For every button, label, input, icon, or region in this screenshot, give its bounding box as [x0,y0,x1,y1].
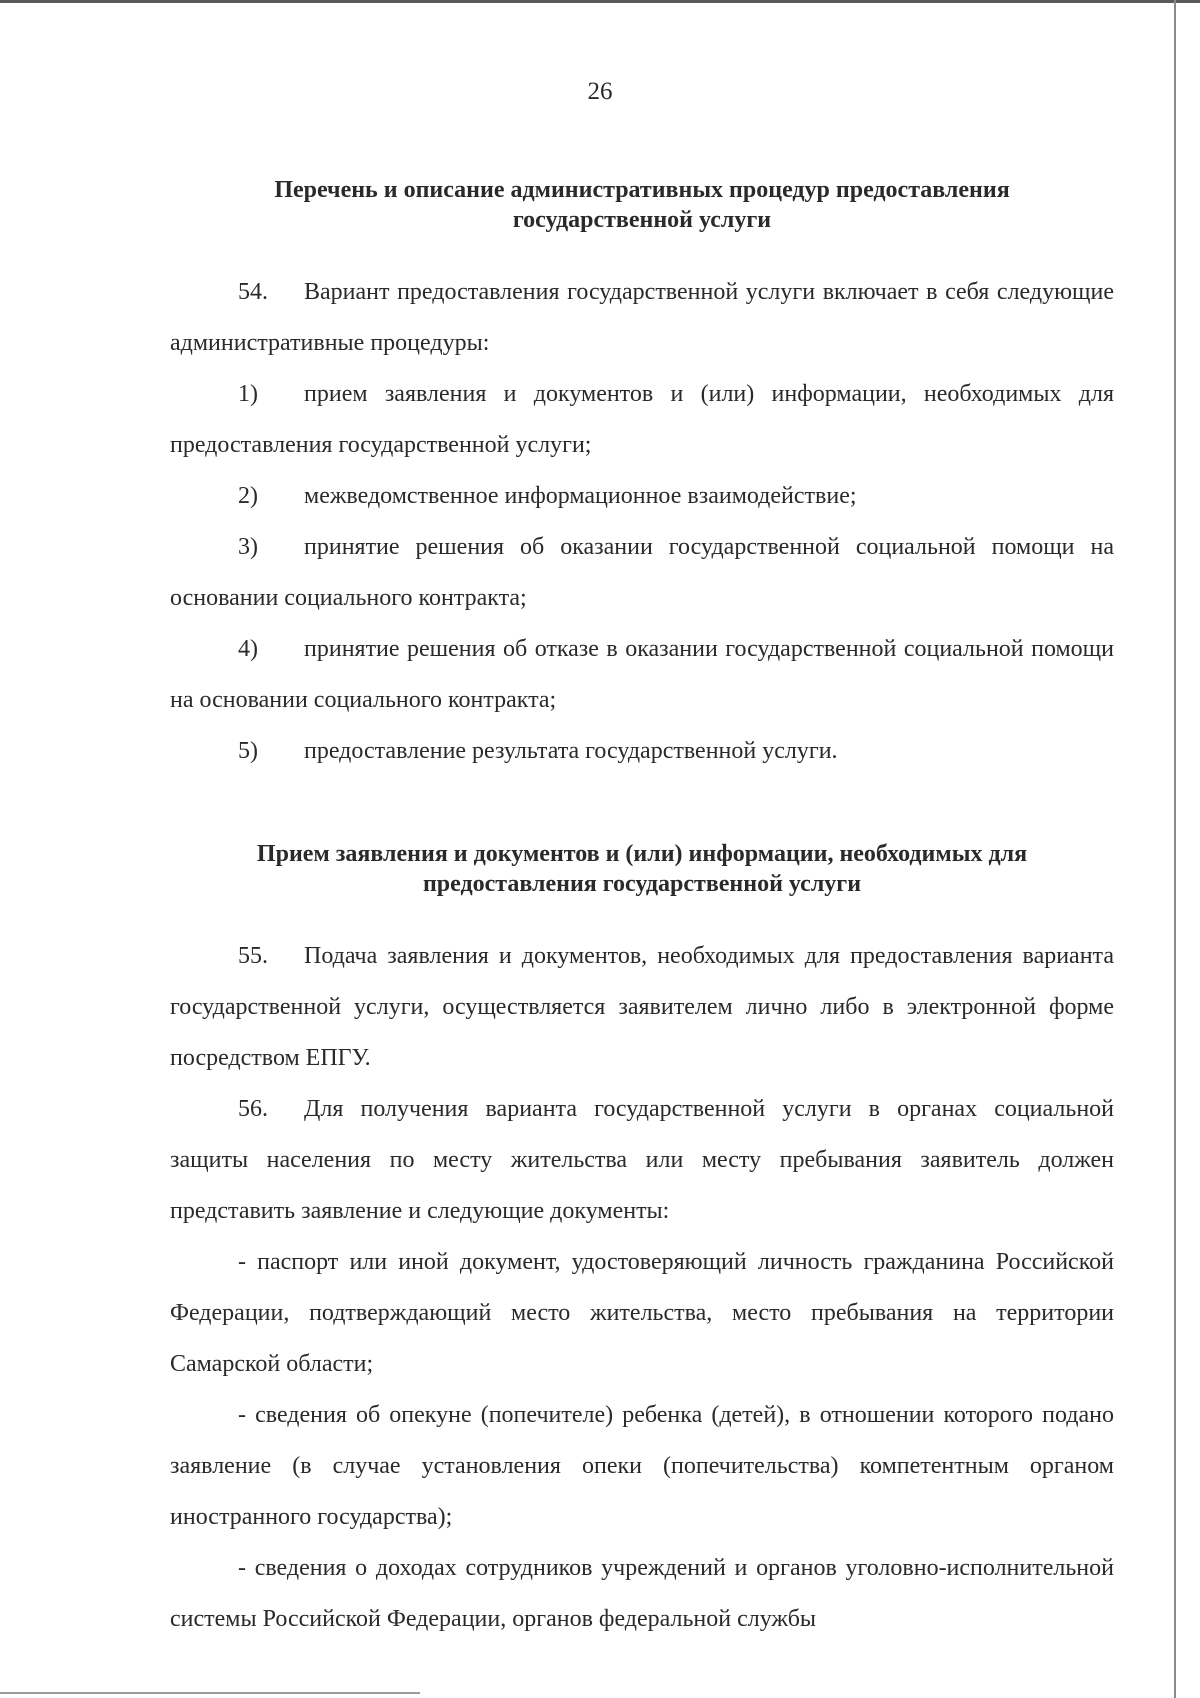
list-item-text: принятие решения об оказании государственной социальной помощи на основании социального контракта; [170,534,1114,611]
section-heading-application [170,839,1114,899]
bullet-item: - сведения о доходах сотрудников учреждений и органов уголовно-исполнительной системы Российской Федерации, органов федеральной службы [170,1555,1114,1632]
document-body [170,175,1114,1645]
bullet-item: - сведения об опекуне (попечителе) ребенка (детей), в отношении которого подано заявление (в случае установления опеки (попечительства) компетентным органом иностранного государства); [170,1402,1114,1530]
list-item-number: 3) [238,534,258,560]
list-item-number: 5) [238,738,258,764]
list-item-number: 2) [238,483,258,509]
heading-line: Перечень и описание административных процедур предоставления [274,177,1010,203]
paragraph-56 [170,1084,1114,1237]
paragraph-text: Для получения варианта государственной услуги в органах социальной защиты населения по месту жительства или месту пребывания заявитель должен представить заявление и следующие документы: [170,1096,1114,1224]
paragraph-number: 55. [238,943,268,969]
section-heading-procedures [170,175,1114,235]
paragraph-text: Вариант предоставления государственной услуги включает в себя следующие административные процедуры: [170,279,1114,356]
page-number: 26 [587,78,613,105]
heading-line: Прием заявления и документов и (или) информации, необходимых для [256,841,1028,867]
paragraph-text: Подача заявления и документов, необходимых для предоставления варианта государственной услуги, осуществляется заявителем лично либо в электронной форме посредством ЕПГУ. [170,943,1114,1071]
list-item-number: 4) [238,636,258,662]
list-item [170,522,1114,624]
list-item-text: прием заявления и документов и (или) информации, необходимых для предоставления государственной услуги; [170,381,1114,458]
bullet-item: - паспорт или иной документ, удостоверяющий личность гражданина Российской Федерации, подтверждающий место жительства, место пребывания на территории Самарской области; [170,1249,1114,1377]
scan-bottom-edge [0,1692,420,1694]
paragraph-number: 54. [238,279,268,305]
list-item [170,369,1114,471]
paragraph-55 [170,931,1114,1084]
paragraph-54 [170,267,1114,369]
list-item-text: предоставление результата государственной услуги. [304,738,838,764]
scan-top-edge [0,0,1200,3]
heading-line: предоставления государственной услуги [422,871,862,897]
list-item [170,471,1114,522]
list-item-text: принятие решения об отказе в оказании государственной социальной помощи на основании социального контракта; [170,636,1114,713]
scan-right-edge [1174,0,1176,1698]
list-item [170,624,1114,726]
paragraph-number: 56. [238,1096,268,1122]
list-item [170,726,1114,777]
heading-line: государственной услуги [512,207,772,233]
list-item-number: 1) [238,381,258,407]
list-item-text: межведомственное информационное взаимодействие; [304,483,857,509]
